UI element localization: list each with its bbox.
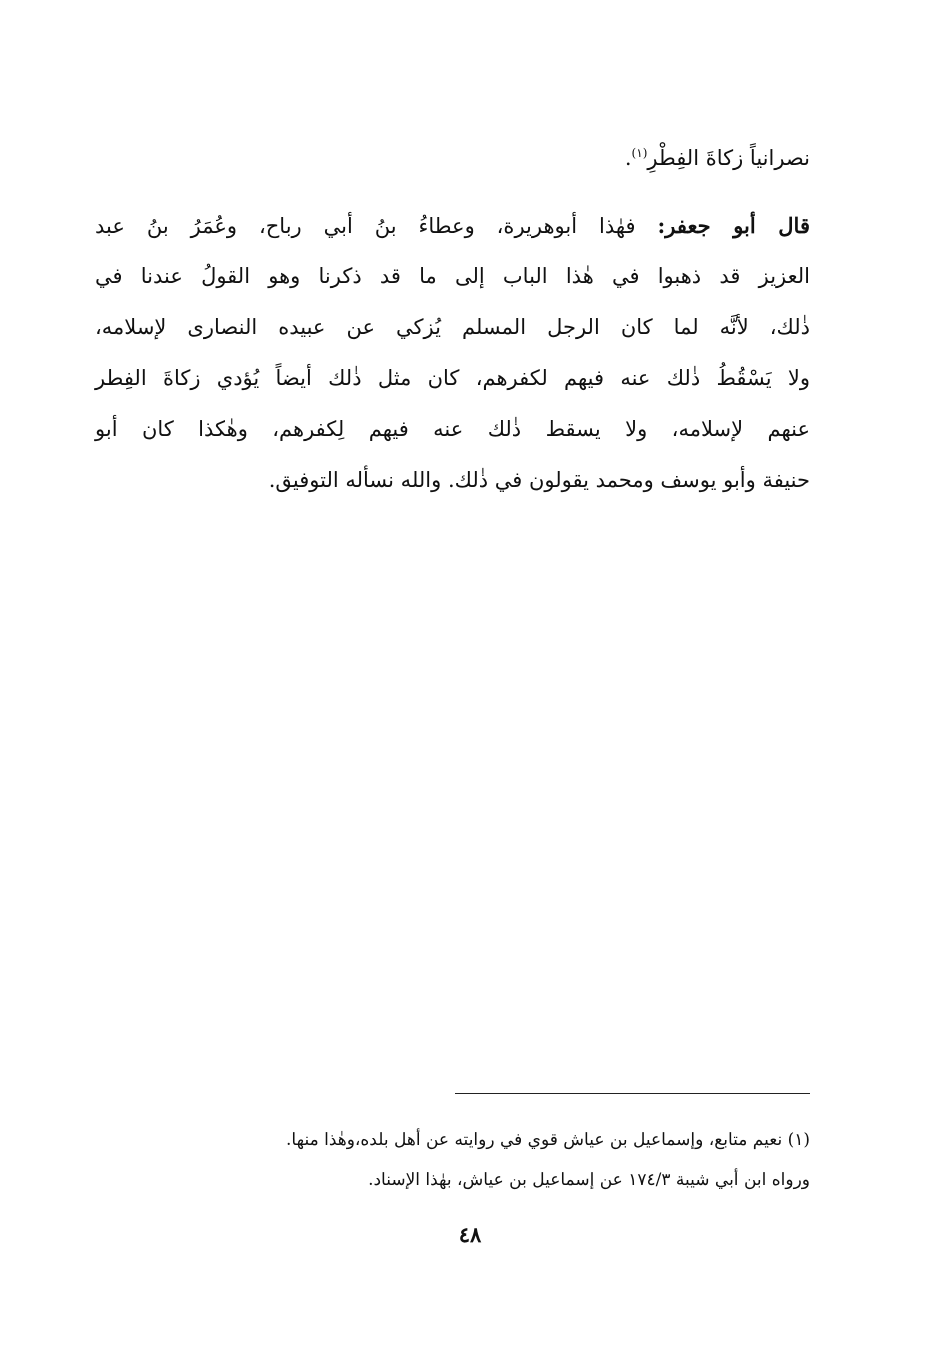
paragraph-line: العزيز قد ذهبوا في هٰذا الباب إلى ما قد ذكرنا وهو القولُ عندنا في [95, 264, 810, 288]
paragraph-line-text: فهٰذا أبوهريرة، وعطاءُ بنُ أبي رباح، وعُمَرُ بنُ عبد [95, 214, 658, 238]
paragraph-line: ولا يَسْقُطُ ذٰلك عنه فيهم لكفرهم، كان مثل ذٰلك أيضاً يُؤدي زكاةَ الفِطر [95, 366, 810, 390]
paragraph-line: عنهم لإسلامه، ولا يسقط ذٰلك عنه فيهم لِكفرهم، وهٰكذا كان أبو [95, 417, 810, 441]
footnotes [100, 1120, 810, 1200]
page-number: ٤٨ [458, 1222, 482, 1247]
footnote-reference: (١) [631, 146, 648, 160]
continuation-end: . [624, 146, 632, 170]
continuation-text: نصرانياً زكاةَ الفِطْرِ [647, 146, 810, 170]
continuation-line [625, 138, 810, 178]
speaker-label: قال أبو جعفر: [657, 213, 810, 238]
main-paragraph [95, 200, 810, 506]
footnote-line: (١) نعيم متابع، وإسماعيل بن عياش قوي في روايته عن أهل بلده،وهٰذا منها. [286, 1130, 810, 1150]
footnote-line: ورواه ابن أبي شيبة ١٧٤/٣ عن إسماعيل بن عياش، بهٰذا الإسناد. [368, 1170, 810, 1190]
footnote-separator [455, 1093, 810, 1094]
paragraph-line: ذٰلك، لأنَّه لما كان الرجل المسلم يُزكي عن عبيده النصارى لإسلامه، [95, 315, 810, 339]
paragraph-line [95, 200, 810, 251]
paragraph-line: حنيفة وأبو يوسف ومحمد يقولون في ذٰلك. والله نسأله التوفيق. [268, 468, 810, 492]
